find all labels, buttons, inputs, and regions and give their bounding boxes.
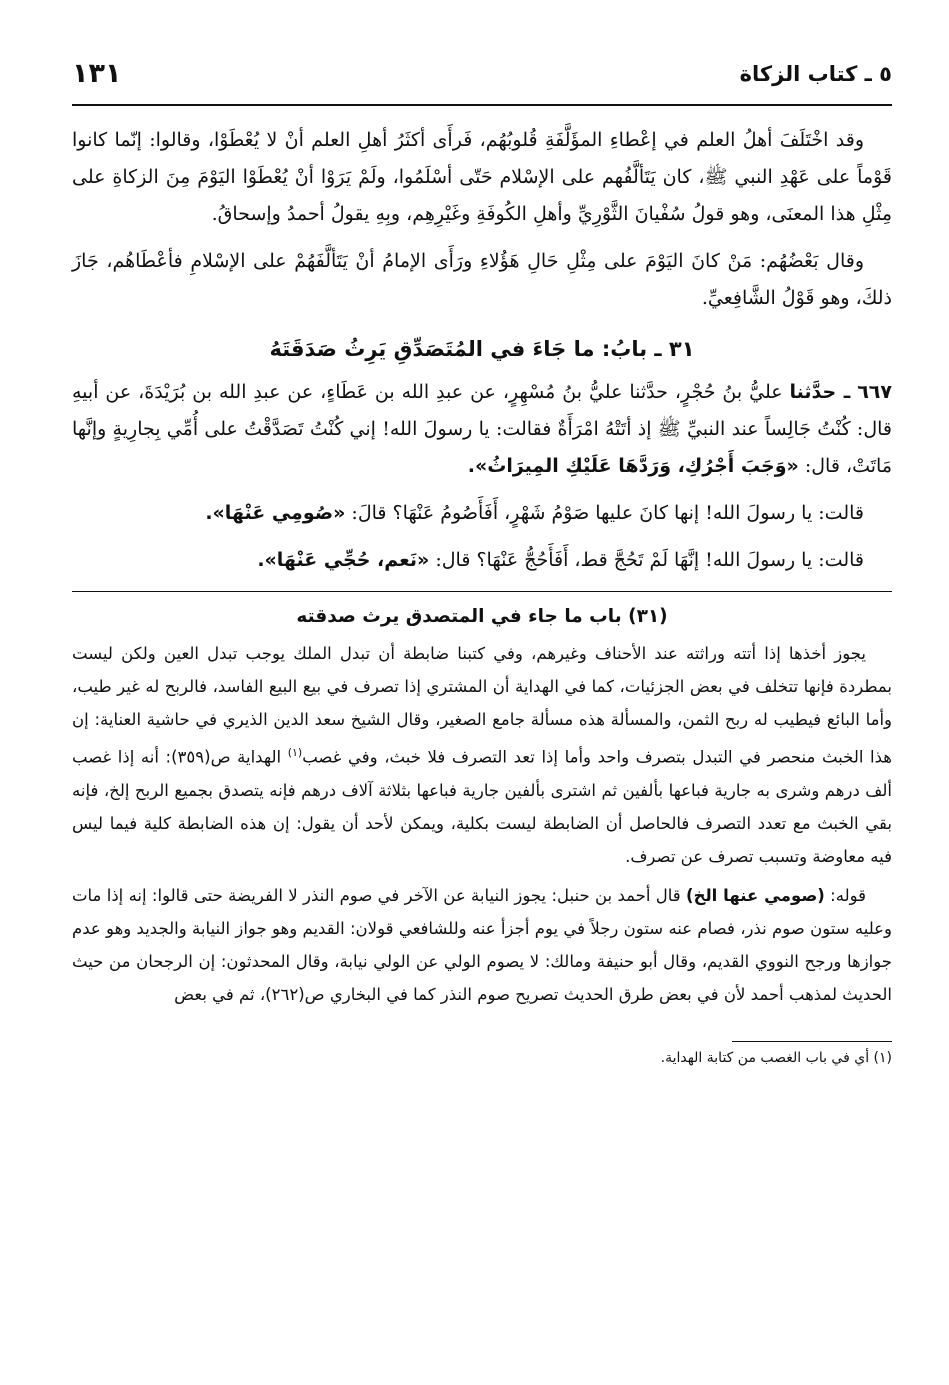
footnote-rule: [732, 1041, 892, 1042]
page-number: ١٣١: [72, 58, 122, 89]
hadith-line-text: قالت: يا رسولَ الله! إنها كانَ عليها صَوْمُ شَهْرٍ، أَفَأَصُومُ عَنْهَا؟ قالَ:: [345, 502, 864, 524]
prophet-quote: «صُومِي عَنْهَا».: [205, 502, 346, 524]
chapter-title: ٥ ـ كتاب الزكاة: [739, 62, 892, 86]
running-header: [72, 58, 892, 104]
footnote: (١) أي في باب الغصب من كتابة الهداية.: [660, 1049, 892, 1066]
hadith-line-text: قالت: يا رسولَ الله! إنَّهَا لَمْ تَحُجَّ قط، أَفَأَحُجُّ عَنْهَا؟ قال:: [429, 549, 864, 571]
commentary-separator: [72, 591, 892, 592]
footnote-ref: (١): [287, 746, 303, 759]
prophet-quote: «وَجَبَ أَجْرُكِ، وَرَدَّهَا عَلَيْكِ المِيرَاثُ».: [467, 455, 799, 477]
hadith-number: ٦٦٧: [857, 381, 892, 403]
header-rule: [72, 104, 892, 106]
page: [72, 58, 892, 1066]
commentary-title: (٣١) باب ما جاء في المتصدق يرث صدقته: [296, 606, 668, 627]
hadith-lead: ـ حدَّثنا: [789, 381, 851, 403]
commentary-text: قوله:: [824, 885, 867, 905]
bab-heading: ٣١ ـ بابُ: ما جَاءَ في المُتَصَدِّقِ يَرِثُ صَدَقَتَهُ: [269, 337, 695, 361]
paragraph: وقد اخْتَلَفَ أهلُ العلم في إعْطاءِ المؤَلَّفَةِ قُلوبُهُم، فَرأَى أكثَرُ أهلِ العلم أنْ لا يُعْطَوْا، وقالوا: إنّما كانوا قَوْماً على عَهْدِ النبي ﷺ، كان يَتَألَّفُهم على الإسْلام حَتّى أسْلَمُوا، ولَمْ يَرَوْا أنْ يُعْطَوْا اليَوْمَ مِنَ الزكاةِ على مِثْلِ هذا المعنَى، وهو قولُ سُفْيانَ الثَّوْرِيِّ وأهلِ الكُوفَةِ وغَيْرِهِم، وبِهِ يقولُ أحمدُ وإسحاقُ.: [72, 129, 892, 225]
hadith-line: [72, 495, 892, 532]
commentary: [72, 600, 892, 1011]
paragraph: وقال بَعْضُهُم: مَنْ كانَ اليَوْمَ على مِثْلِ حَالِ هَؤُلاءِ ورَأَى الإمامُ أنْ يَتَألَّفَهُمْ على الإسْلامِ فأعْطَاهُم، جَازَ ذلكَ، وهو قَوْلُ الشَّافِعيِّ.: [72, 250, 892, 309]
commentary-paragraph: [72, 879, 892, 1011]
commentary-text: يجوز أخذها إذا أتته وراثته عند الأحناف وغيرهم، وفي كتبنا ضابطة أن تبدل الملك يوجب تبدل العين ولكن ليست بمطردة فإنها تتخلف في بعض الجزئيات، كما في الهداية أن المشتري إذا تصرف في بيع البيع الفاسد، فالربح له غير طيب، وأما البائع فيطيب له ربح الثمن، والمسألة هذه مسألة جامع الصغير، وقال الشيخ سعد الدين الذيري في حاشية العناية: إن هذا الخبث منحصر في التبدل بتصرف واحد وأما إذا تعد التصرف فلا خبث، وفي غصب: [72, 644, 892, 767]
commentary-keyword: (صومي عنها الخ): [686, 885, 825, 905]
hadith-text: [72, 374, 892, 485]
hadith-body: عليُّ بنُ حُجْرٍ، حدَّثنا عليُّ بنُ مُسْهِرٍ، عن عبدِ الله بن عَطَاءٍ، عن عبدِ الله بن بُرَيْدَةَ، عن أبيهِ قال: كُنْتُ جَالِساً عند النبيِّ ﷺ إذ أتَتْهُ امْرَأَةٌ فقالت: يا رسولَ الله! إني كُنْتُ تَصَدَّقْتُ على أُمِّي بِجارِيةٍ وإنَّها مَاتَتْ، قال:: [72, 381, 892, 477]
commentary-paragraph: [72, 637, 892, 873]
prophet-quote: «نَعم، حُجِّي عَنْهَا».: [257, 549, 430, 571]
commentary-text: الهداية ص(٣٥٩): أنه إذا غصب ألف درهم وشرى به جارية فباعها بألفين ثم اشترى بألفين جارية فباعها بثلاثة آلاف درهم فإنه يتصدق بجميع الربح إلخ، فإنه بقي الخبث مع تعدد التصرف فالحاصل أن الضابطة ليست بكلية، ويمكن لأحد أن يقول: إن هذه الضابطة كلية فيما ليس فيه معاوضة وتسبب تصرف عن تصرف.: [72, 747, 892, 866]
hadith-line: [72, 542, 892, 579]
commentary-text: قال أحمد بن حنبل: يجوز النيابة عن الآخر في صوم النذر لا الفريضة حتى قالوا: إنه إذا مات وعليه ستون صوم نذر، فصام عنه ستون رجلاً في يوم أجزأ عنه وللشافعي قولان: القديم وهو جواز النيابة والجديد وهو عدم جوازها ورجح النووي القديم، وقال أبو حنيفة ومالك: لا يصوم الولي عن الولي نيابة، وقال المحدثون: إن الرجحان من حيث الحديث لمذهب أحمد لأن في بعض طرق الحديث تصريح صوم النذر كما في البخاري ص(٢٦٢)، ثم في بعض: [72, 885, 892, 1004]
main-text: [72, 122, 892, 579]
